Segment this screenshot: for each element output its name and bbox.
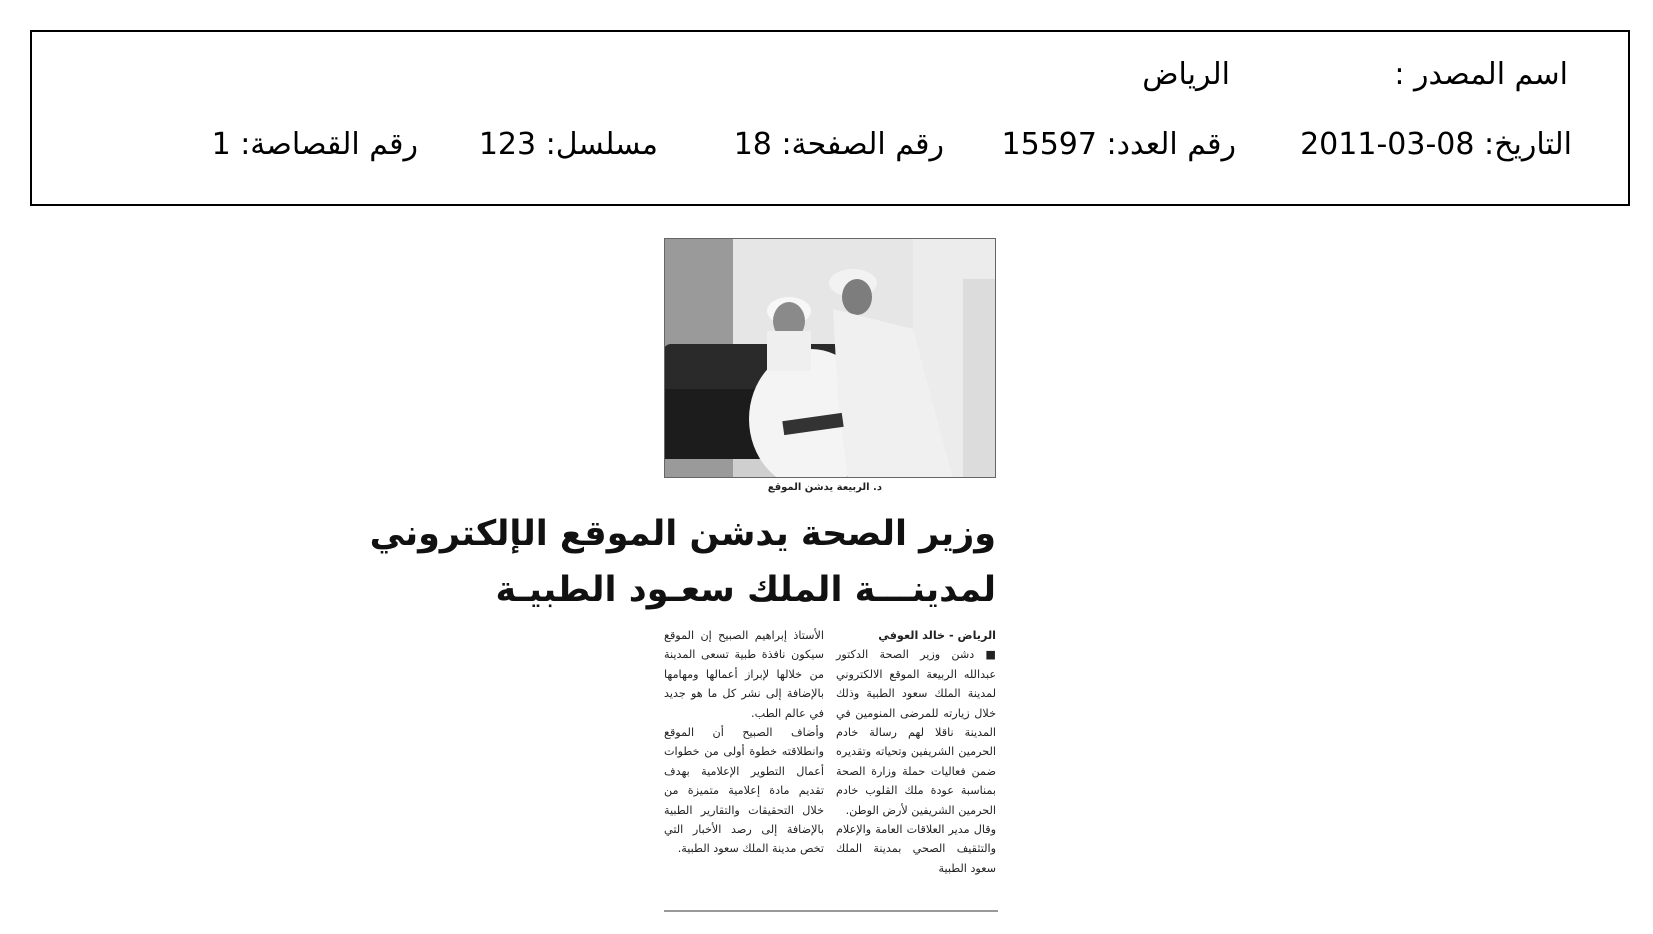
- article-column-right: [836, 626, 996, 878]
- headline-line-1: وزير الصحة يدشن الموقع الإلكتروني: [369, 514, 996, 554]
- article-photo: [664, 238, 996, 478]
- paragraph-1: ■ دشن وزير الصحة الدكتور عبدالله الربيعة الموقع الالكتروني لمدينة الملك سعود الطبية وذلك خلال زيارته للمرضى المنومين في المدينة ناقلا لهم رسالة خادم الحرمين الشريفين وتحياته وتقديره ضمن فعاليات حملة وزارة الصحة بمناسبة عودة ملك القلوب خادم الحرمين الشريفين لأرض الوطن.: [836, 648, 996, 817]
- photo-illustration: [664, 239, 995, 478]
- byline: الرياض - خالد العوفي: [878, 629, 996, 642]
- source-value: الرياض: [1142, 57, 1230, 92]
- serial-field: مسلسل: 123: [478, 127, 658, 162]
- bottom-divider: [664, 910, 998, 912]
- photo-caption: د. الربيعة يدشن الموقع: [767, 482, 882, 493]
- issue-field: رقم العدد: 15597: [1001, 127, 1236, 162]
- page-field: رقم الصفحة: 18: [733, 127, 944, 162]
- clipping-header: [30, 30, 1630, 206]
- date-field: التاريخ: 08-03-2011: [1300, 127, 1572, 162]
- source-label: اسم المصدر :: [1394, 57, 1568, 92]
- clip-field: رقم القصاصة: 1: [211, 127, 418, 162]
- paragraph-2: وقال مدير العلاقات العامة والإعلام والتثقيف الصحي بمدينة الملك سعود الطبية: [836, 823, 996, 875]
- paragraph-3: الأستاذ إبراهيم الصبيح إن الموقع سيكون نافذة طبية تسعى المدينة من خلالها لإبراز أعمالها ومهامها بالإضافة إلى نشر كل ما هو جديد في عالم الطب.: [664, 629, 824, 720]
- paragraph-4: وأضاف الصبيح أن الموقع وانطلاقته خطوة أولى من خطوات أعمال التطوير الإعلامية بهدف تقديم مادة إعلامية متميزة من خلال التحقيقات والتقارير الطبية بالإضافة إلى رصد الأخبار التي تخص مدينة الملك سعود الطبية.: [664, 726, 824, 856]
- headline-line-2: لمدينـــة الملك سعـود الطبيـة: [495, 570, 996, 610]
- article-column-left: [664, 626, 824, 859]
- newspaper-clipping: [369, 238, 1002, 914]
